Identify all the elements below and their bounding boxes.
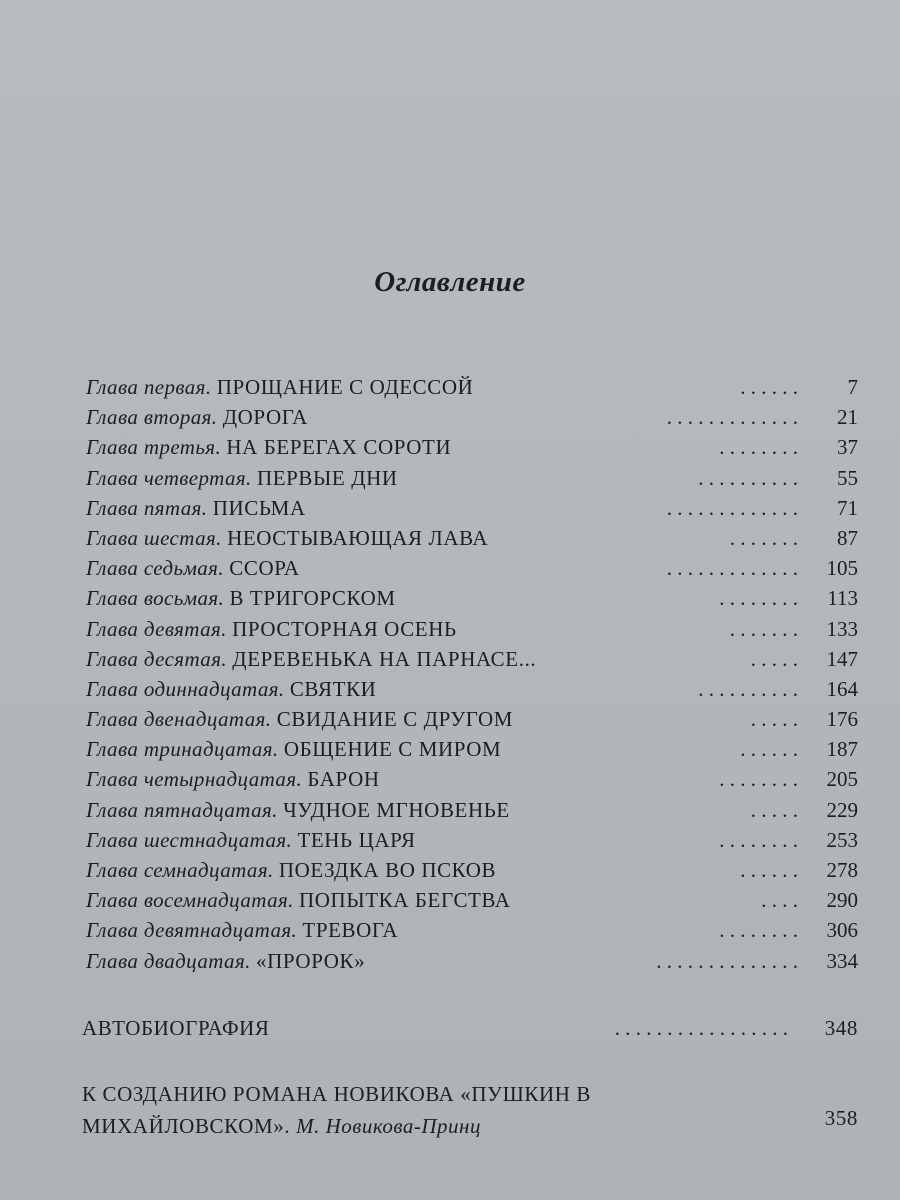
toc-entry [86, 463, 858, 493]
toc-list [86, 372, 858, 976]
leader-dots: . . . . . . . . . . . . . [666, 405, 798, 430]
toc-entry-text [86, 704, 513, 734]
toc-entry [86, 855, 858, 885]
page-number: 358 [824, 1106, 858, 1130]
toc-entry [86, 644, 858, 674]
toc-entry-text [86, 432, 451, 462]
leader-dots: . . . . . . . . [719, 586, 798, 611]
page-number: 87 [837, 525, 858, 550]
leader-dots: . . . . . . [740, 375, 798, 399]
chapter-label: Глава двенадцатая. [86, 707, 272, 732]
toc-entry-text [86, 372, 473, 402]
chapter-heading: ЧУДНОЕ МГНОВЕНЬЕ [283, 797, 510, 822]
leader-dots: . . . . . . . . [719, 918, 798, 943]
page-number: 133 [826, 616, 858, 641]
leader-dots: . . . . . . . . . . . . . . . . . [614, 1016, 788, 1040]
toc-entry-text [86, 463, 398, 493]
toc-entry [86, 493, 858, 523]
page-number: 334 [826, 948, 858, 973]
chapter-label: Глава четырнадцатая. [86, 767, 303, 792]
toc-entry [86, 795, 858, 825]
leader-dots: . . . . . [750, 797, 798, 822]
toc-entry [86, 674, 858, 704]
chapter-label: Глава девятнадцатая. [86, 918, 298, 943]
chapter-heading: ДЕРЕВЕНЬКА НА ПАРНАСЕ... [232, 646, 537, 671]
chapter-heading: СВИДАНИЕ С ДРУГОМ [276, 707, 514, 732]
leader-dots: . . . . . . . . . . . . . [666, 556, 798, 581]
toc-entry-text [86, 523, 488, 553]
toc-entry-text [86, 825, 416, 855]
toc-entry [86, 764, 858, 794]
leader-dots: . . . . . . . . . . [698, 465, 798, 490]
chapter-heading: ТРЕВОГА [302, 918, 399, 943]
toc-entry-text [86, 764, 380, 794]
page-number: 290 [826, 888, 858, 913]
leader-dots: . . . . . . . [729, 525, 798, 550]
page-number: 348 [824, 1016, 858, 1040]
toc-entry [86, 372, 858, 402]
chapter-heading: В ТРИГОРСКОМ [229, 586, 396, 611]
chapter-label: Глава четвертая. [86, 465, 252, 490]
leader-dots: . . . . . . [740, 737, 798, 762]
chapter-label: Глава девятая. [86, 616, 227, 641]
page-number: 7 [847, 375, 858, 399]
toc-entry-text [86, 946, 365, 976]
leader-dots: . . . . [761, 888, 798, 913]
page-number: 187 [826, 737, 858, 762]
page-number: 113 [827, 586, 858, 611]
chapter-heading: БАРОН [307, 767, 380, 792]
chapter-heading: ПЕРВЫЕ ДНИ [256, 465, 398, 490]
toc-entry-text [86, 734, 501, 764]
toc-entry [86, 583, 858, 613]
entry-author: М. Новикова-Принц [296, 1114, 481, 1138]
chapter-label: Глава тринадцатая. [86, 737, 279, 762]
toc-entry-text [86, 614, 457, 644]
chapter-label: Глава восьмая. [86, 586, 225, 611]
toc-title: Оглавление [374, 266, 526, 298]
chapter-label: Глава шестнадцатая. [86, 827, 293, 852]
toc-entry [86, 734, 858, 764]
toc-entry-text [86, 795, 510, 825]
chapter-heading: ПРОЩАНИЕ С ОДЕССОЙ [216, 375, 474, 399]
page-number: 37 [837, 435, 858, 460]
toc-entry [86, 402, 858, 432]
chapter-label: Глава седьмая. [86, 556, 224, 581]
chapter-heading: ПОПЫТКА БЕГСТВА [299, 888, 511, 913]
toc-entry [86, 523, 858, 553]
toc-entry-text [86, 553, 300, 583]
chapter-label: Глава восемнадцатая. [86, 888, 294, 913]
toc-entry [86, 825, 858, 855]
leader-dots: . . . . . . . . [719, 827, 798, 852]
toc-entry-text [86, 402, 308, 432]
toc-entry [86, 432, 858, 462]
chapter-heading: СВЯТКИ [289, 676, 377, 701]
page-number: 105 [826, 556, 858, 581]
leader-dots: . . . . . . . . [719, 435, 798, 460]
page-number: 55 [837, 465, 858, 490]
toc-entry-text [86, 493, 306, 523]
leader-dots: . . . . . . . . . . [698, 676, 798, 701]
chapter-label: Глава десятая. [86, 646, 228, 671]
chapter-heading: «ПРОРОК» [256, 948, 366, 973]
leader-dots: . . . . . . . [729, 616, 798, 641]
chapter-label: Глава пятнадцатая. [86, 797, 278, 822]
chapter-heading: ПРОСТОРНАЯ ОСЕНЬ [232, 616, 457, 641]
chapter-heading: ТЕНЬ ЦАРЯ [297, 827, 416, 852]
chapter-heading: ПОЕЗДКА ВО ПСКОВ [278, 858, 497, 882]
entry-heading: АВТОБИОГРАФИЯ [82, 1016, 270, 1040]
page-number: 278 [826, 858, 858, 882]
page-number: 229 [826, 797, 858, 822]
page-number: 205 [826, 767, 858, 792]
chapter-label: Глава пятая. [86, 495, 208, 520]
leader-dots: . . . . . . [740, 858, 798, 882]
chapter-heading: ДОРОГА [222, 405, 308, 430]
chapter-heading: ПИСЬМА [212, 495, 306, 520]
chapter-label: Глава семнадцатая. [86, 858, 274, 882]
chapter-label: Глава вторая. [86, 405, 218, 430]
chapter-heading: НА БЕРЕГАХ СОРОТИ [226, 435, 452, 460]
toc-entry-text [86, 674, 376, 704]
page-number: 21 [837, 405, 858, 430]
entry-heading-line-1: К СОЗДАНИЮ РОМАНА НОВИКОВА «ПУШКИН В [82, 1082, 592, 1106]
page-number: 253 [826, 827, 858, 852]
chapter-label: Глава двадцатая. [86, 948, 251, 973]
page-number: 71 [837, 495, 858, 520]
toc-entry-afterword [82, 1078, 858, 1142]
toc-entry [86, 553, 858, 583]
chapter-heading: ОБЩЕНИЕ С МИРОМ [283, 737, 502, 762]
chapter-label: Глава третья. [86, 435, 222, 460]
page-number: 176 [826, 707, 858, 732]
page-number: 306 [826, 918, 858, 943]
leader-dots: . . . . . [750, 707, 798, 732]
toc-entry [86, 885, 858, 915]
leader-dots: . . . . . [750, 646, 798, 671]
toc-entry-text [86, 885, 511, 915]
toc-entry-text [86, 644, 536, 674]
leader-dots: . . . . . . . . . . . . . . [656, 948, 798, 973]
chapter-label: Глава шестая. [86, 525, 222, 550]
toc-entry [86, 704, 858, 734]
chapter-label: Глава первая. [86, 375, 212, 399]
entry-heading-line-2: МИХАЙЛОВСКОМ». [82, 1114, 291, 1138]
toc-entry-text [86, 583, 396, 613]
page-number: 147 [826, 646, 858, 671]
page-number: 164 [826, 676, 858, 701]
toc-entry-text [86, 855, 496, 885]
leader-dots: . . . . . . . . . . . . . [666, 495, 798, 520]
toc-entry [86, 915, 858, 945]
chapter-label: Глава одиннадцатая. [86, 676, 285, 701]
toc-entry-autobiography [82, 1012, 858, 1044]
chapter-heading: НЕОСТЫВАЮЩАЯ ЛАВА [227, 525, 489, 550]
leader-dots: . . . . . . . . [719, 767, 798, 792]
chapter-heading: ССОРА [229, 556, 300, 581]
toc-entry-text [86, 915, 398, 945]
toc-entry [86, 946, 858, 976]
toc-entry [86, 614, 858, 644]
